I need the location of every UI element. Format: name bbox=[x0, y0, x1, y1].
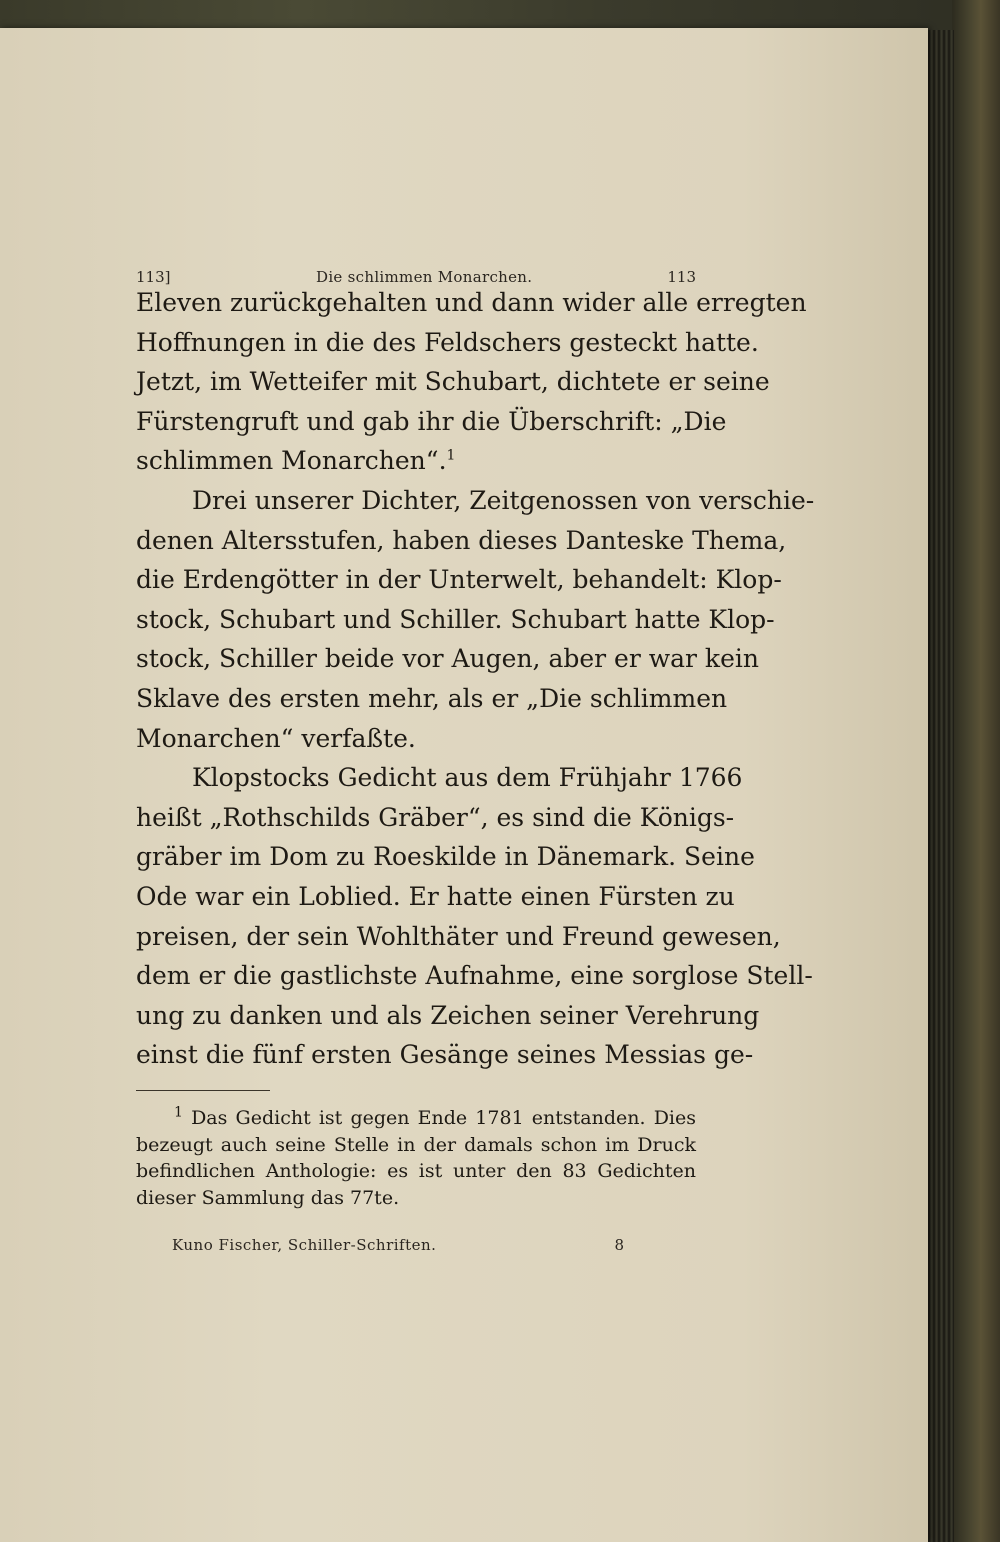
footnote-line: bezeugt auch seine Stelle in der damals schon im Druck bbox=[136, 1133, 696, 1156]
text-line: einst die fünf ersten Gesänge seines Messias ge- bbox=[136, 1040, 754, 1070]
text-line: stock, Schubart und Schiller. Schubart hatte Klop- bbox=[136, 604, 775, 634]
footnote-line: dieser Sammlung das 77te. bbox=[136, 1186, 400, 1209]
text-line: Ode war ein Loblied. Er hatte einen Fürsten zu bbox=[136, 881, 735, 911]
text-line: Fürstengruft und gab ihr die Überschrift: „Die bbox=[136, 406, 727, 436]
text-line: stock, Schiller beide vor Augen, aber er war kein bbox=[136, 644, 759, 674]
text-line: Monarchen“ verfaßte. bbox=[136, 723, 416, 753]
text-line: Hoffnungen in die des Feldschers gesteckt hatte. bbox=[136, 327, 759, 357]
text-line: heißt „Rothschilds Gräber“, es sind die Königs- bbox=[136, 802, 735, 832]
text-line: Sklave des ersten mehr, als er „Die schlimmen bbox=[136, 683, 728, 713]
text-line: Jetzt, im Wetteifer mit Schubart, dichtete er seine bbox=[136, 367, 770, 397]
footnote-reference: 1 bbox=[446, 448, 456, 465]
text-line: denen Altersstufen, haben dieses Danteske Thema, bbox=[136, 525, 787, 555]
text-line: gräber im Dom zu Roeskilde in Dänemark. Seine bbox=[136, 842, 755, 872]
signature-text: Kuno Fischer, Schiller-Schriften. bbox=[172, 1236, 437, 1254]
text-line: preisen, der sein Wohlthäter und Freund gewesen, bbox=[136, 921, 781, 951]
text-line: Drei unserer Dichter, Zeitgenossen von verschie- bbox=[192, 485, 815, 515]
footnote-line: befindlichen Anthologie: es ist unter den 83 Gedichten bbox=[136, 1160, 696, 1182]
header-page-number-right: 113 bbox=[667, 268, 696, 286]
text-line: die Erdengötter in der Unterwelt, behandelt: Klop- bbox=[136, 565, 782, 595]
text-line: dem er die gastlichste Aufnahme, eine sorglose Stell- bbox=[136, 961, 813, 991]
book-binding-edge bbox=[952, 0, 1000, 1542]
text-line: Klopstocks Gedicht aus dem Frühjahr 1766 bbox=[192, 763, 743, 793]
text-line: Eleven zurückgehalten und dann wider alle erregten bbox=[136, 288, 807, 317]
footnote-line-first bbox=[136, 1105, 696, 1132]
body-text bbox=[136, 283, 815, 1075]
printer-signature bbox=[172, 1236, 642, 1260]
sheet-number: 8 bbox=[614, 1236, 624, 1254]
text-line: schlimmen Monarchen“. bbox=[136, 446, 447, 476]
footnote-text: Das Gedicht ist gegen Ende 1781 entstanden. Dies bbox=[191, 1107, 696, 1129]
footnote-divider bbox=[136, 1090, 270, 1091]
footnote-marker: 1 bbox=[174, 1104, 183, 1121]
text-line-with-footnote bbox=[136, 441, 696, 481]
header-page-number-left: 113] bbox=[136, 268, 171, 286]
text-line: ung zu danken und als Zeichen seiner Verehrung bbox=[136, 1000, 760, 1030]
header-title: Die schlimmen Monarchen. bbox=[316, 268, 533, 286]
footnote bbox=[136, 1105, 696, 1211]
